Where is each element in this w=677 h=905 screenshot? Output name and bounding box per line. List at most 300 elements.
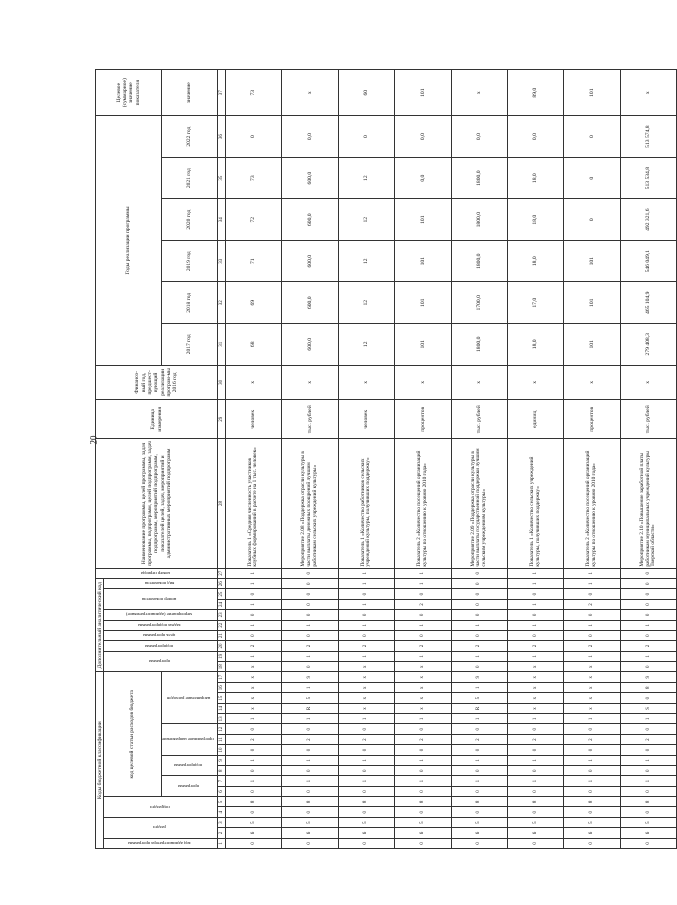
code-cell: 0	[395, 745, 451, 755]
code-cell: х	[564, 683, 620, 693]
code-cell: 0	[338, 630, 394, 640]
code-cell: 1	[507, 714, 563, 724]
column-number: 21	[218, 630, 226, 640]
target-value-header: значение	[161, 70, 217, 116]
row-year-value: 12	[338, 199, 394, 241]
code-cell: 1	[564, 578, 620, 588]
code-cell: 1	[451, 755, 507, 765]
row-year-value: 1800,0	[451, 240, 507, 282]
code-cell: х	[395, 683, 451, 693]
row-unit: тыс. рублей	[451, 400, 507, 439]
column-number: 1	[218, 838, 226, 848]
column-number: 6	[218, 786, 226, 796]
table-row	[395, 70, 451, 849]
code-cell: 1	[338, 714, 394, 724]
code-cell: 2	[225, 734, 281, 744]
code-cell: 0	[282, 610, 338, 620]
code-cell: 0	[620, 630, 677, 640]
row-year-value: 0	[338, 116, 394, 158]
code-cell: 5	[282, 693, 338, 703]
code-cell: 1	[507, 755, 563, 765]
column-number: 22	[218, 620, 226, 630]
code-cell: 2	[564, 641, 620, 651]
row-name: Показатель 1 «Количество сельских учреждений культуры, получивших поддержку»	[507, 439, 563, 568]
code-cell: 6	[564, 828, 620, 838]
code-cell: 1	[451, 620, 507, 630]
code-cell: 5	[451, 693, 507, 703]
code-cell: 0	[451, 662, 507, 672]
direction-expenses-header: направление расходов	[161, 672, 217, 724]
code-cell: х	[338, 693, 394, 703]
code-cell: 0	[395, 589, 451, 599]
code-cell: 0	[338, 745, 394, 755]
admin-code-header: код администратора программы	[104, 838, 218, 848]
row-year-value: 0	[564, 199, 620, 241]
code-cell: 1	[338, 568, 394, 578]
row-year-value: 0,0	[282, 116, 338, 158]
code-cell: 0	[451, 630, 507, 640]
table-row	[507, 70, 563, 849]
code-cell: 1	[282, 755, 338, 765]
year-2022-header: 2022 год	[161, 116, 217, 158]
column-number: 15	[218, 693, 226, 703]
rotated-table-stage	[95, 69, 657, 849]
code-cell: 1	[620, 651, 677, 661]
row-base-year: х	[225, 365, 281, 400]
code-cell: 8	[225, 797, 281, 807]
row-target: 101	[564, 70, 620, 116]
code-cell: 0	[507, 724, 563, 734]
code-cell: 0	[507, 838, 563, 848]
code-cell: 6	[338, 828, 394, 838]
code-cell: х	[564, 672, 620, 683]
code-cell: 1	[282, 714, 338, 724]
code-cell: х	[225, 683, 281, 693]
table-row	[225, 70, 281, 849]
row-name: Показатель 1 «Количество работников сельских учреждений культуры, получивших поддержку»	[338, 439, 394, 568]
row-year-value: 12	[338, 324, 394, 366]
code-cell: 5	[451, 817, 507, 827]
column-number: 30	[218, 365, 226, 400]
code-cell: 0	[507, 589, 563, 599]
code-cell: 0	[620, 786, 677, 796]
code-cell: 1	[564, 776, 620, 786]
code-cell: х	[338, 703, 394, 713]
year-2021-header: 2021 год	[161, 157, 217, 199]
row-year-value: 71	[225, 240, 281, 282]
code-cell: 8	[395, 797, 451, 807]
column-number: 26	[218, 578, 226, 588]
code-cell: 1	[507, 599, 563, 609]
code-cell: 0	[225, 745, 281, 755]
code-cell: 0	[564, 786, 620, 796]
row-name: Показатель 2 «Количество посещений организаций культуры по отношению к уровню 2010 года»	[564, 439, 620, 568]
row-year-value: 0	[564, 116, 620, 158]
base-year-header: Финансо-вый год, предшест-вующий реализации програм-мы 2016 год	[96, 365, 218, 400]
row-year-value: 546 049,1	[620, 240, 677, 282]
extra-task-header: цель программы	[104, 630, 218, 640]
column-number: 3	[218, 817, 226, 827]
code-cell: 0	[507, 807, 563, 817]
code-cell: 6	[620, 828, 677, 838]
row-name: Мероприятие 2.08 «Поддержка отрасли культуры в части выплаты денежных поощрений лучшим работникам сельских учреждений культуры»	[282, 439, 338, 568]
column-number: 7	[218, 776, 226, 786]
code-cell: 2	[395, 641, 451, 651]
code-cell: 1	[620, 755, 677, 765]
row-unit: человек	[338, 400, 394, 439]
code-cell: 2	[451, 734, 507, 744]
code-cell: 1	[507, 568, 563, 578]
column-number: 23	[218, 610, 226, 620]
program-header: программа	[161, 776, 217, 797]
code-cell: 0	[564, 610, 620, 620]
code-cell: 0	[564, 745, 620, 755]
extra-period-header: номер периода	[96, 568, 218, 578]
code-cell: 6	[395, 828, 451, 838]
column-number: 24	[218, 599, 226, 609]
row-year-value: 492 321,6	[620, 199, 677, 241]
column-number: 16	[218, 683, 226, 693]
row-base-year: х	[620, 365, 677, 400]
row-year-value: 18,0	[507, 199, 563, 241]
code-cell: х	[395, 693, 451, 703]
column-number: 17	[218, 672, 226, 683]
extra-code-header: Дополнительный аналитический код	[96, 578, 104, 671]
row-year-value: 600,0	[282, 157, 338, 199]
row-year-value: 101	[395, 282, 451, 324]
row-year-value: 0	[225, 116, 281, 158]
code-cell: 0	[451, 786, 507, 796]
column-number: 35	[218, 157, 226, 199]
code-cell: 2	[395, 734, 451, 744]
code-cell: 1	[395, 578, 451, 588]
year-2017-header: 2017 год	[161, 324, 217, 366]
code-cell: 1	[564, 568, 620, 578]
code-cell: 0	[564, 807, 620, 817]
code-cell: 1	[338, 620, 394, 630]
code-cell: 0	[620, 599, 677, 609]
code-cell: 1	[451, 714, 507, 724]
row-unit: тыс. рублей	[620, 400, 677, 439]
row-year-value: 600,0	[282, 240, 338, 282]
row-base-year: х	[564, 365, 620, 400]
code-cell: 0	[451, 568, 507, 578]
code-cell: 0	[395, 724, 451, 734]
row-name: Мероприятие 2.10 «Повышение заработной платы работникам муниципальных учреждений культуры Тверской области»	[620, 439, 677, 568]
code-cell: 0	[395, 766, 451, 776]
code-cell: 0	[338, 838, 394, 848]
code-cell: 0	[225, 807, 281, 817]
row-year-value: 69	[225, 282, 281, 324]
code-cell: 2	[507, 734, 563, 744]
code-cell: 1	[395, 568, 451, 578]
code-cell: 0	[338, 766, 394, 776]
code-cell: S	[620, 703, 677, 713]
code-cell: 1	[507, 776, 563, 786]
row-year-value: 600,0	[282, 199, 338, 241]
column-number: 34	[218, 199, 226, 241]
code-cell: 8	[282, 797, 338, 807]
table-row	[338, 70, 394, 849]
row-target: 73	[225, 70, 281, 116]
code-cell: х	[507, 672, 563, 683]
code-cell: 1	[338, 578, 394, 588]
row-year-value: 513 534,8	[620, 157, 677, 199]
column-number: 25	[218, 589, 226, 599]
row-unit: процентов	[564, 400, 620, 439]
code-cell: 8	[564, 797, 620, 807]
code-cell: 1	[225, 568, 281, 578]
code-cell: 9	[620, 672, 677, 683]
column-number: 27	[218, 568, 226, 578]
code-cell: х	[225, 703, 281, 713]
code-cell: 0	[338, 589, 394, 599]
code-cell: 1	[451, 776, 507, 786]
row-base-year: х	[507, 365, 563, 400]
code-cell: 2	[620, 734, 677, 744]
code-cell: 1	[225, 578, 281, 588]
row-year-value: 1800,0	[451, 157, 507, 199]
row-target: х	[451, 70, 507, 116]
column-number: 10	[218, 745, 226, 755]
row-year-value: 279 408,3	[620, 324, 677, 366]
code-cell: 0	[620, 589, 677, 599]
row-year-value: 0,0	[451, 116, 507, 158]
code-cell: 1	[395, 620, 451, 630]
kcsr-header: код целевой статьи расходов бюджета	[104, 672, 162, 797]
column-numbers-row	[218, 70, 226, 849]
section-header: раздел	[104, 817, 218, 838]
code-cell: 0	[564, 630, 620, 640]
row-year-value: 600,0	[282, 324, 338, 366]
code-cell: 5	[282, 817, 338, 827]
column-number: 13	[218, 714, 226, 724]
code-cell: 1	[225, 714, 281, 724]
table-row	[620, 70, 677, 849]
extra-type-header: вид показателя	[104, 578, 218, 588]
code-cell: 0	[564, 838, 620, 848]
code-cell: 2	[451, 641, 507, 651]
years-header: Годы реализации программы	[96, 116, 162, 365]
row-target: 89,0	[507, 70, 563, 116]
code-cell: х	[225, 693, 281, 703]
code-cell: 0	[620, 578, 677, 588]
code-cell: 5	[395, 817, 451, 827]
code-cell: 0	[564, 589, 620, 599]
row-year-value: 12	[338, 157, 394, 199]
code-cell: 0	[507, 766, 563, 776]
year-2019-header: 2019 год	[161, 240, 217, 282]
column-number: 14	[218, 703, 226, 713]
code-cell: 0	[338, 610, 394, 620]
extra-task2-header: задача подпрограммы	[104, 620, 218, 630]
code-cell: 1	[395, 651, 451, 661]
code-cell: х	[564, 703, 620, 713]
code-cell: 1	[338, 651, 394, 661]
code-cell: х	[564, 693, 620, 703]
code-cell: 1	[564, 755, 620, 765]
column-number: 28	[218, 439, 226, 568]
code-cell: 0	[395, 610, 451, 620]
code-cell: 0	[620, 724, 677, 734]
code-cell: 0	[225, 786, 281, 796]
code-cell: 9	[282, 672, 338, 683]
row-target: х	[620, 70, 677, 116]
code-cell: 0	[282, 578, 338, 588]
column-number: 37	[218, 70, 226, 116]
row-target: х	[282, 70, 338, 116]
code-cell: 0	[620, 838, 677, 848]
extra-subprogram-header: подпрограмма	[104, 641, 218, 651]
code-cell: 0	[225, 630, 281, 640]
code-cell: 0	[282, 568, 338, 578]
code-cell: 1	[395, 755, 451, 765]
code-cell: 0	[225, 766, 281, 776]
code-cell: 0	[620, 662, 677, 672]
page-number: 20	[88, 435, 99, 445]
code-cell: 2	[564, 599, 620, 609]
row-year-value: 18,0	[507, 324, 563, 366]
row-name: Мероприятие 2.09 «Поддержка отрасли культуры в части выплаты государственной поддержки лучшим сельским учреждениям культуры»	[451, 439, 507, 568]
row-year-value: 465 104,9	[620, 282, 677, 324]
kbk-header: Коды бюджетной классификации	[96, 672, 104, 849]
row-year-value: 101	[395, 324, 451, 366]
code-cell: 5	[338, 817, 394, 827]
code-cell: х	[395, 703, 451, 713]
row-year-value: 12	[338, 282, 394, 324]
code-cell: 0	[620, 766, 677, 776]
code-cell: 0	[282, 599, 338, 609]
code-cell: х	[564, 662, 620, 672]
code-cell: 8	[620, 683, 677, 693]
code-cell: 0	[282, 724, 338, 734]
code-cell: 0	[395, 838, 451, 848]
column-number: 33	[218, 240, 226, 282]
row-unit: процентов	[395, 400, 451, 439]
code-cell: 0	[620, 745, 677, 755]
column-number: 29	[218, 400, 226, 439]
code-cell: 0	[282, 745, 338, 755]
code-cell: 0	[564, 724, 620, 734]
code-cell: 2	[507, 641, 563, 651]
code-cell: 2	[225, 641, 281, 651]
code-cell: 1	[507, 651, 563, 661]
code-cell: 0	[225, 589, 281, 599]
row-unit: человек	[225, 400, 281, 439]
code-cell: 0	[507, 786, 563, 796]
code-cell: 1	[451, 683, 507, 693]
code-cell: 0	[282, 589, 338, 599]
code-cell: 6	[225, 828, 281, 838]
code-cell: 0	[451, 838, 507, 848]
code-cell: 0	[451, 724, 507, 734]
code-cell: 1	[338, 755, 394, 765]
code-cell: 1	[225, 776, 281, 786]
code-cell: 0	[282, 807, 338, 817]
code-cell: 0	[225, 724, 281, 734]
code-cell: 5	[564, 817, 620, 827]
extra-measure-header: мероприятие (административное)	[104, 610, 218, 620]
code-cell: 0	[282, 766, 338, 776]
code-cell: х	[507, 693, 563, 703]
code-cell: 8	[507, 797, 563, 807]
code-cell: х	[225, 672, 281, 683]
code-cell: 0	[451, 589, 507, 599]
code-cell: 0	[451, 807, 507, 817]
code-cell: х	[395, 662, 451, 672]
row-name: Показатель 1 «Средняя численность участников клубных формирований в расчете на 1 тыс. человек»	[225, 439, 281, 568]
column-number: 11	[218, 734, 226, 744]
year-2020-header: 2020 год	[161, 199, 217, 241]
code-cell: 1	[564, 620, 620, 630]
code-cell: 0	[620, 610, 677, 620]
code-cell: 2	[338, 641, 394, 651]
code-cell: 1	[338, 599, 394, 609]
code-cell: 1	[395, 776, 451, 786]
row-year-value: 18,0	[507, 240, 563, 282]
code-cell: 1	[282, 683, 338, 693]
row-year-value: 0,0	[395, 157, 451, 199]
code-cell: 8	[620, 797, 677, 807]
code-cell: 2	[620, 641, 677, 651]
code-cell: 1	[620, 620, 677, 630]
code-cell: х	[395, 672, 451, 683]
code-cell: 5	[225, 817, 281, 827]
program-indicators-table	[95, 69, 677, 849]
extra-indicator-header: номер показателя	[104, 589, 218, 610]
target-header: Целевое (суммарное) значение показателя	[96, 70, 162, 116]
code-cell: 0	[451, 610, 507, 620]
row-year-value: 72	[225, 199, 281, 241]
code-cell: х	[338, 683, 394, 693]
code-cell: 2	[282, 734, 338, 744]
code-cell: 6	[451, 828, 507, 838]
row-target: 60	[338, 70, 394, 116]
code-cell: 1	[225, 620, 281, 630]
row-year-value: 73	[225, 157, 281, 199]
column-number: 8	[218, 766, 226, 776]
row-year-value: 101	[395, 240, 451, 282]
row-year-value: 101	[564, 324, 620, 366]
code-cell: 0	[620, 693, 677, 703]
row-year-value: 101	[395, 199, 451, 241]
row-unit: единиц	[507, 400, 563, 439]
table-row	[282, 70, 338, 849]
row-year-value: 1800,0	[451, 199, 507, 241]
extra-program-header: программа	[104, 651, 218, 672]
code-cell: 0	[451, 766, 507, 776]
code-cell: 9	[451, 672, 507, 683]
row-year-value: 12	[338, 240, 394, 282]
code-cell: 0	[282, 786, 338, 796]
unit-header: Единица измерения	[96, 400, 218, 439]
table-row	[451, 70, 507, 849]
column-number: 31	[218, 324, 226, 366]
code-cell: 1	[507, 620, 563, 630]
code-cell: 0	[564, 766, 620, 776]
code-cell: 2	[564, 734, 620, 744]
code-cell: 0	[395, 807, 451, 817]
code-cell: 8	[338, 797, 394, 807]
code-cell: 0	[451, 578, 507, 588]
code-cell: х	[338, 672, 394, 683]
code-cell: 0	[395, 630, 451, 640]
code-cell: 0	[338, 807, 394, 817]
column-number: 5	[218, 797, 226, 807]
column-number: 19	[218, 651, 226, 661]
code-cell: 2	[282, 641, 338, 651]
code-cell: 0	[395, 786, 451, 796]
